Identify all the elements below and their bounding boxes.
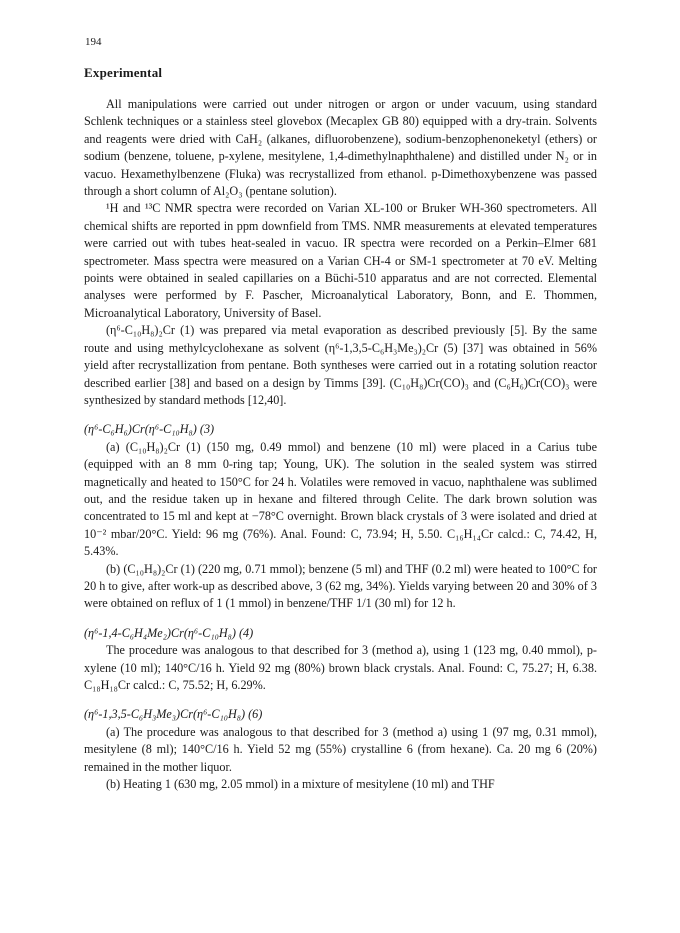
paragraph-compound-3-method-a: (a) (C₁₀H₈)₂Cr (1) (150 mg, 0.49 mmol) and benzene (10 ml) were placed in a Carius tube (equipped with an 8 mm 0-ring tap; Young, UK). The solution in the sealed system was stirred magnetically and heated to 150°C for 24 h. Volatiles were removed in vacuo, naphthalene was sublimed out, and the residue taken up in hexane and filtered through Celite. The dark brown solution was concentrated to 15 ml and kept at −78°C overnight. Brown black crystals of 3 were isolated and dried at 10⁻² mbar/20°C. Yield: 96 mg (76%). Anal. Found: C, 73.94; H, 5.50. C₁₆H₁₄Cr calcd.: C, 74.42, H, 5.43%. [84,439,597,559]
paragraph-compound-6-method-b: (b) Heating 1 (630 mg, 2.05 mmol) in a mixture of mesitylene (10 ml) and THF [106,777,495,792]
paragraph-compound-4: The procedure was analogous to that described for 3 (method a), using 1 (123 mg, 0.40 mmol), p-xylene (10 ml); 140°C/16 h. Yield 92 mg (80%) brown black crystals. Anal. Found: C, 75.27; H, 6.38. C₁₈H₁₈Cr calcd.: C, 75.52; H, 6.29%. [84,643,597,692]
subheading-compound-4: (η⁶-1,4-C₆H₄Me₂)Cr(η⁶-C₁₀H₈) (4) [84,625,254,640]
paragraph-general-methods: All manipulations were carried out under nitrogen or argon or under vacuum, using standard Schlenk techniques or a stainless steel glovebox (Mecaplex GB 80) equipped with a dry-train. Solvents and reagents were dried with CaH₂ (alkanes, difluorobenzene), sodium-benzophenoneketyl (ethers) or sodium (benzene, toluene, p-xylene, mesitylene, 1,4-dimethylnaphthalene) and distilled under N₂ or in vacuo. Hexamethylbenzene (Fluka) was recrystallized from ethanol. p-Dimethoxybenzene was passed through a short column of Al₂O₃ (pentane solution). [84,97,597,199]
subheading-compound-6: (η⁶-1,3,5-C₆H₃Me₃)Cr(η⁶-C₁₀H₈) (6) [84,707,263,722]
body-text [84,96,597,793]
subheading-compound-3: (η⁶-C₆H₆)Cr(η⁶-C₁₀H₈) (3) [84,422,215,437]
paragraph-spectroscopy: ¹H and ¹³C NMR spectra were recorded on Varian XL-100 or Bruker WH-360 spectrometers. All chemical shifts are reported in ppm downfield from TMS. NMR measurements at elevated temperatures were carried out with tubes heat-sealed in vacuo. IR spectra were recorded on a Perkin–Elmer 681 spectrometer. Mass spectra were measured on a Varian CH-4 or SM-1 spectrometer at 70 eV. Melting points were obtained in sealed capillaries on a Büchi-510 apparatus and are not corrected. Elemental analyses were performed by F. Pascher, Microanalytical Laboratory, Bonn, and E. Thommen, Microanalytical Laboratory, University of Basel. [84,201,597,320]
section-heading: Experimental [84,65,163,80]
page-number: 194 [85,36,102,48]
paragraph-compound-6-method-a: (a) The procedure was analogous to that described for 3 (method a) using 1 (97 mg, 0.31 mmol), mesitylene (8 ml); 140°C/16 h. Yield 52 mg (55%) crystalline 6 (from hexane). Ca. 20 mg 6 (20%) remained in the mother liquor. [84,724,597,774]
paragraph-compound-3-method-b: (b) (C₁₀H₈)₂Cr (1) (220 mg, 0.71 mmol); benzene (5 ml) and THF (0.2 ml) were heated to 100°C for 20 h to give, after work-up as described above, 3 (62 mg, 34%). Yields varying between 20 and 30% of 3 were obtained on reflux of 1 (1 mmol) in benzene/THF 1/1 (30 ml) for 12 h. [84,561,597,611]
paragraph-starting-materials: (η⁶-C₁₀H₈)₂Cr (1) was prepared via metal evaporation as described previously [5]. By the same route and using methylcyclohexane as solvent (η⁶-1,3,5-C₆H₃Me₃)₂Cr (5) [37] was obtained in 56% yield after recrystallization from pentane. Both syntheses were carried out in a rotating solution reactor described earlier [38] and based on a design by Timms [39]. (C₁₀H₈)Cr(CO)₃ and (C₆H₆)Cr(CO)₃ were synthesized by standard methods [12,40]. [84,323,597,407]
